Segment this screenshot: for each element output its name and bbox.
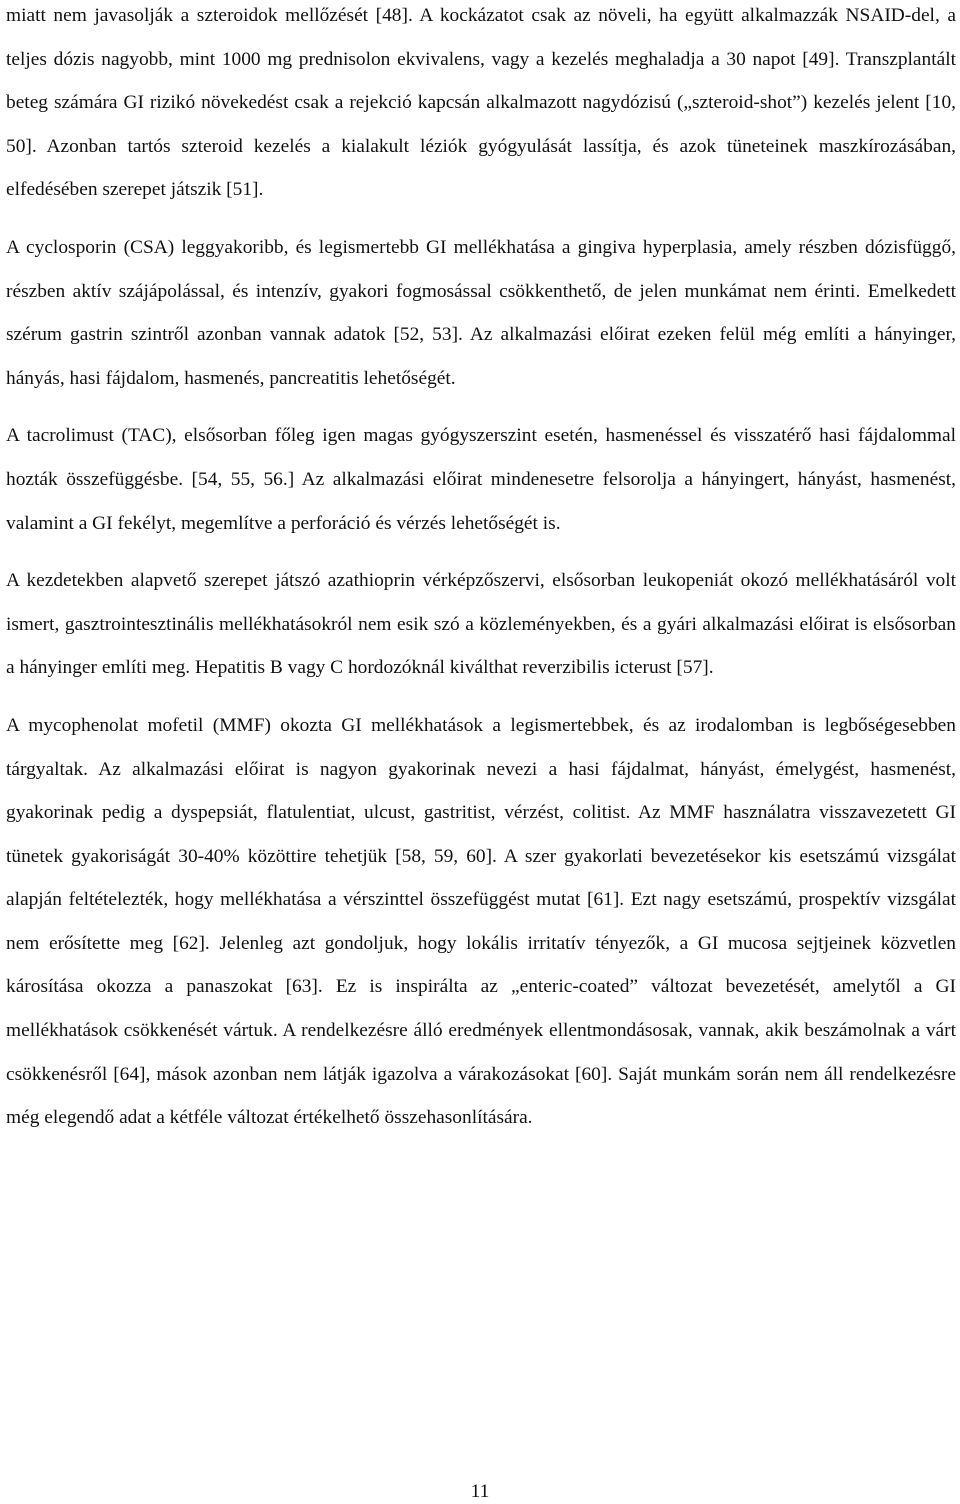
paragraph-mycophenolat: A mycophenolat mofetil (MMF) okozta GI mellékhatások a legismertebbek, és az irodalomban is legbőségesebben tárgyaltak. Az alkalmazási előirat is nagyon gyakorinak nevezi a hasi fájdalmat, hányást, émelygést, hasmenést, gyakorinak pedig a dyspepsiát, flatulentiat, ulcust, gastritist, vérzést, colitist. Az MMF használatra visszavezetett GI tünetek gyakoriságát 30-40% közöttire tehetjük [58, 59, 60]. A szer gyakorlati bevezetésekor kis esetszámú vizsgálat alapján feltételezték, hogy mellékhatása a vérszinttel összefüggést mutat [61]. Ezt nagy esetszámú, prospektív vizsgálat nem erősítette meg [62]. Jelenleg azt gondoljuk, hogy lokális irritatív tényezők, a GI mucosa sejtjeinek közvetlen károsítása okozza a panaszokat [63]. Ez is inspirálta az „enteric-coated” változat bevezetését, amelytől a GI mellékhatások csökkenését vártuk. A rendelkezésre álló eredmények ellentmondásosak, vannak, akik beszámolnak a várt csökkenésről [64], mások azonban nem látják igazolva a várakozásokat [60]. Saját munkám során nem áll rendelkezésre még elegendő adat a kétféle változat értékelhető összehasonlítására.	[6, 714, 956, 1129]
document-page	[6, 0, 956, 1140]
page-number: 11	[470, 1481, 490, 1502]
paragraph-steroids: miatt nem javasolják a szteroidok mellőzését [48]. A kockázatot csak az növeli, ha együtt alkalmazzák NSAID-del, a teljes dózis nagyobb, mint 1000 mg prednisolon ekvivalens, vagy a kezelés meghaladja a 30 napot [49]. Transzplantált beteg számára GI rizikó növekedést csak a rejekció kapcsán alkalmazott nagydózisú („szteroid-shot”) kezelés jelent [10, 50]. Azonban tartós szteroid kezelés a kialakult léziók gyógyulását lassítja, és azok tüneteinek maszkírozásában, elfedésében szerepet játszik [51].	[6, 5, 956, 201]
paragraph-cyclosporin: A cyclosporin (CSA) leggyakoribb, és legismertebb GI mellékhatása a gingiva hyperplasia, amely részben dózisfüggő, részben aktív szájápolással, és intenzív, gyakori fogmosással csökkenthető, de jelen munkámat nem érinti. Emelkedett szérum gastrin szintről azonban vannak adatok [52, 53]. Az alkalmazási előirat ezeken felül még említi a hányinger, hányás, hasi fájdalom, hasmenés, pancreatitis lehetőségét.	[6, 236, 956, 389]
paragraph-tacrolimus: A tacrolimust (TAC), elsősorban főleg igen magas gyógyszerszint esetén, hasmenéssel és visszatérő hasi fájdalommal hozták összefüggésbe. [54, 55, 56.] Az alkalmazási előirat mindenesetre felsorolja a hányingert, hányást, hasmenést, valamint a GI fekélyt, megemlítve a perforáció és vérzés lehetőségét is.	[6, 425, 956, 534]
paragraph-azathioprin: A kezdetekben alapvető szerepet játszó azathioprin vérképzőszervi, elsősorban leukopeniát okozó mellékhatásáról volt ismert, gasztrointesztinális mellékhatásokról nem esik szó a közleményekben, és a gyári alkalmazási előirat is elsősorban a hányinger említi meg. Hepatitis B vagy C hordozóknál kiválthat reverzibilis icterust [57].	[6, 570, 956, 679]
